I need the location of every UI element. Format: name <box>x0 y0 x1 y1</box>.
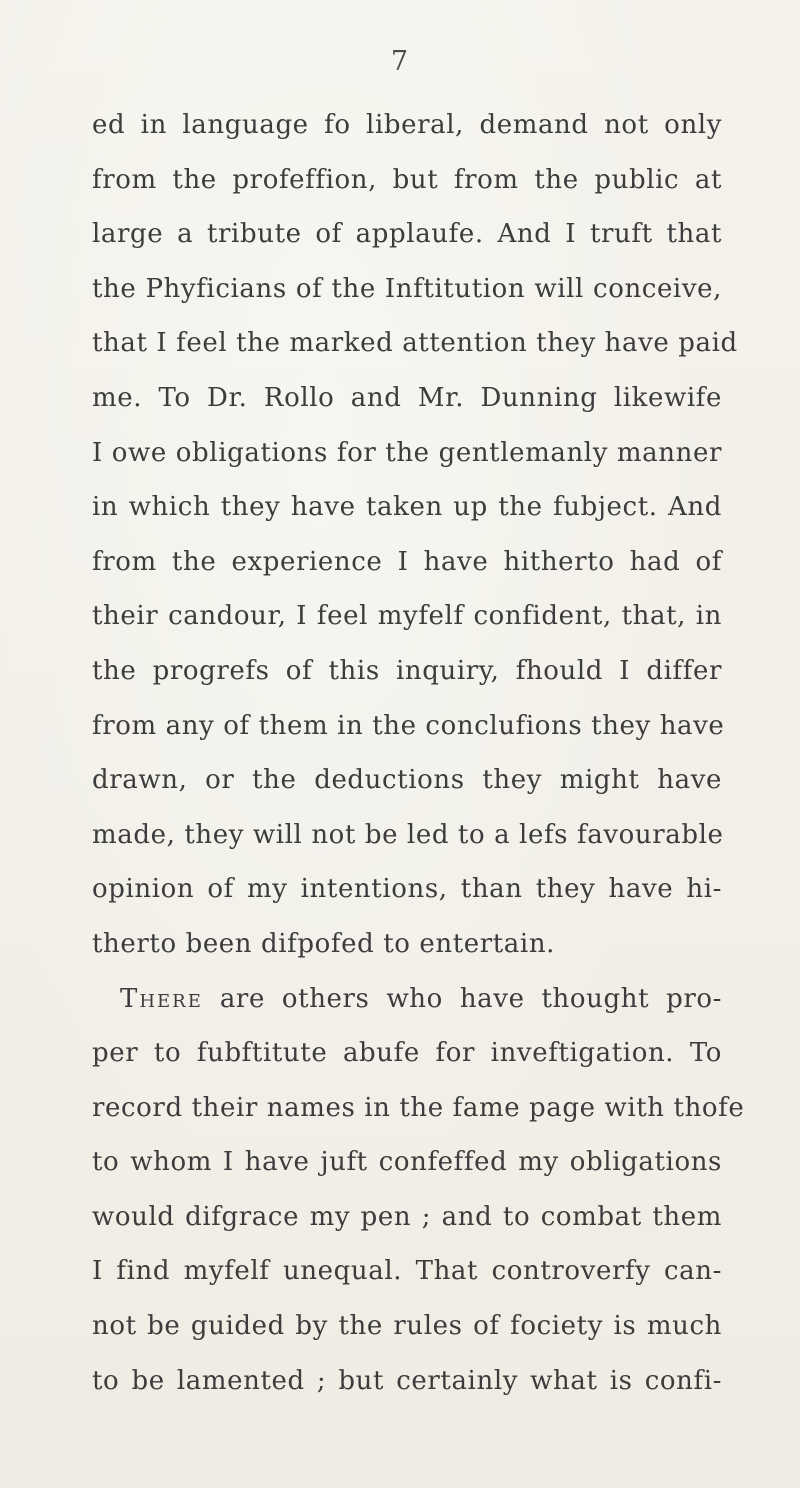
text-line: from the experience I have hitherto had of <box>92 546 722 577</box>
text-line: from the profeffion, but from the public at <box>92 164 722 195</box>
text-line: the progrefs of this inquiry, fhould I differ <box>92 655 722 686</box>
text-line: per to fubftitute abufe for inveftigation. To <box>92 1038 722 1069</box>
paragraph-first-rest: are others who have thought pro- <box>219 983 722 1014</box>
text-line: from any of them in the conclufions they have <box>92 710 725 741</box>
text-line: opinion of my intentions, than they have hi- <box>92 874 722 905</box>
text-line: to whom I have juft confeffed my obligations <box>92 1147 722 1178</box>
text-line: I find myfelf unequal. That controverfy can- <box>92 1256 722 1287</box>
text-line: made, they will not be led to a lefs favourable <box>92 819 724 850</box>
page-number: 7 <box>390 46 410 77</box>
text-line: to be lamented ; but certainly what is confi- <box>92 1365 722 1396</box>
text-line: in which they have taken up the fubject. And <box>92 492 722 523</box>
text-line: the Phyficians of the Inftitution will conceive, <box>92 273 722 304</box>
text-line: ed in language fo liberal, demand not only <box>92 110 722 140</box>
text-line: would difgrace my pen ; and to combat them <box>92 1201 722 1232</box>
paragraph-opening-line <box>92 972 722 1027</box>
text-line: their candour, I feel myfelf confident, that, in <box>92 601 722 632</box>
text-line: large a tribute of applaufe. And I truft that <box>92 219 722 250</box>
text-line: record their names in the fame page with thofe <box>92 1092 745 1123</box>
text-line: therto been difpofed to entertain. <box>92 928 556 959</box>
paragraph-first-word: There <box>120 983 203 1014</box>
text-line: I owe obligations for the gentlemanly manner <box>92 437 722 468</box>
text-line: not be guided by the rules of fociety is much <box>92 1311 722 1342</box>
text-line: drawn, or the deductions they might have <box>92 765 722 796</box>
body-text <box>92 98 745 1408</box>
text-line: me. To Dr. Rollo and Mr. Dunning likewife <box>92 382 722 413</box>
text-line: that I feel the marked attention they have paid <box>92 328 738 359</box>
